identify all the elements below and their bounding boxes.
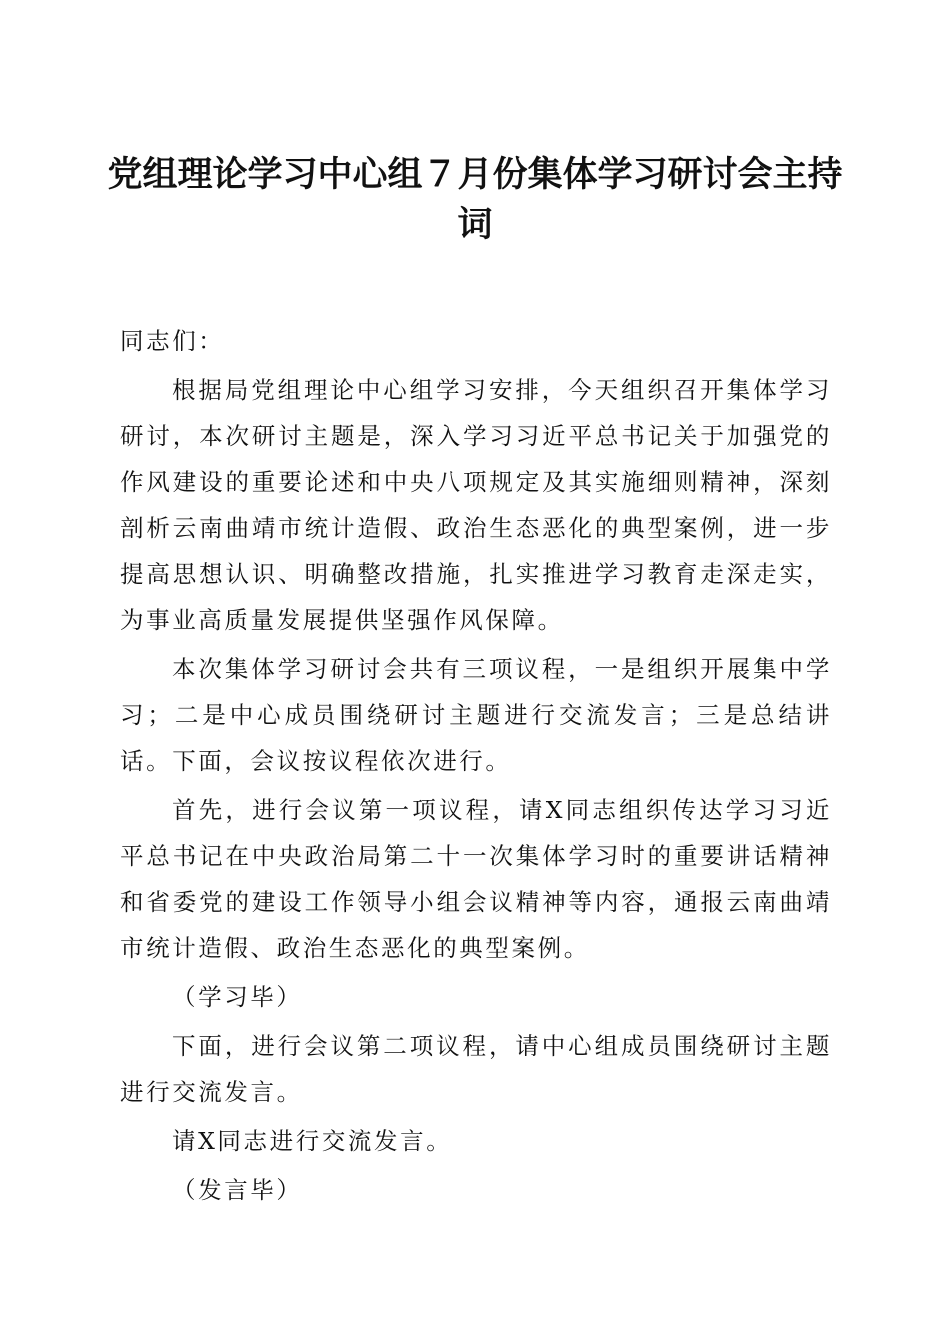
paragraph-first-item: 首先，进行会议第一项议程，请X同志组织传达学习习近平总书记在中央政治局第二十一次集体学习时的重要讲话精神和省委党的建设工作领导小组会议精神等内容，通报云南曲靖市统计造假、政治生态恶化的典型案例。 xyxy=(120,796,832,962)
paragraph-intro: 根据局党组理论中心组学习安排，今天组织召开集体学习研讨，本次研讨主题是，深入学习习近平总书记关于加强党的作风建设的重要论述和中央八项规定及其实施细则精神，深刻剖析云南曲靖市统计造假、政治生态恶化的典型案例，进一步提高思想认识、明确整改措施，扎实推进学习教育走深走实，为事业高质量发展提供坚强作风保障。 xyxy=(120,376,832,634)
note-speech-done: （发言毕） xyxy=(172,1176,303,1204)
document-body xyxy=(120,318,832,1216)
document-title: 党组理论学习中心组７月份集体学习研讨会主持词 xyxy=(107,154,843,245)
paragraph-second-item: 下面，进行会议第二项议程，请中心组成员围绕研讨主题进行交流发言。 xyxy=(120,1032,832,1106)
salutation: 同志们： xyxy=(120,327,225,355)
paragraph-speaker: 请X同志进行交流发言。 xyxy=(172,1127,453,1155)
paragraph-agenda: 本次集体学习研讨会共有三项议程，一是组织开展集中学习；二是中心成员围绕研讨主题进行交流发言；三是总结讲话。下面，会议按议程依次进行。 xyxy=(120,655,832,775)
note-study-done: （学习毕） xyxy=(172,983,303,1011)
